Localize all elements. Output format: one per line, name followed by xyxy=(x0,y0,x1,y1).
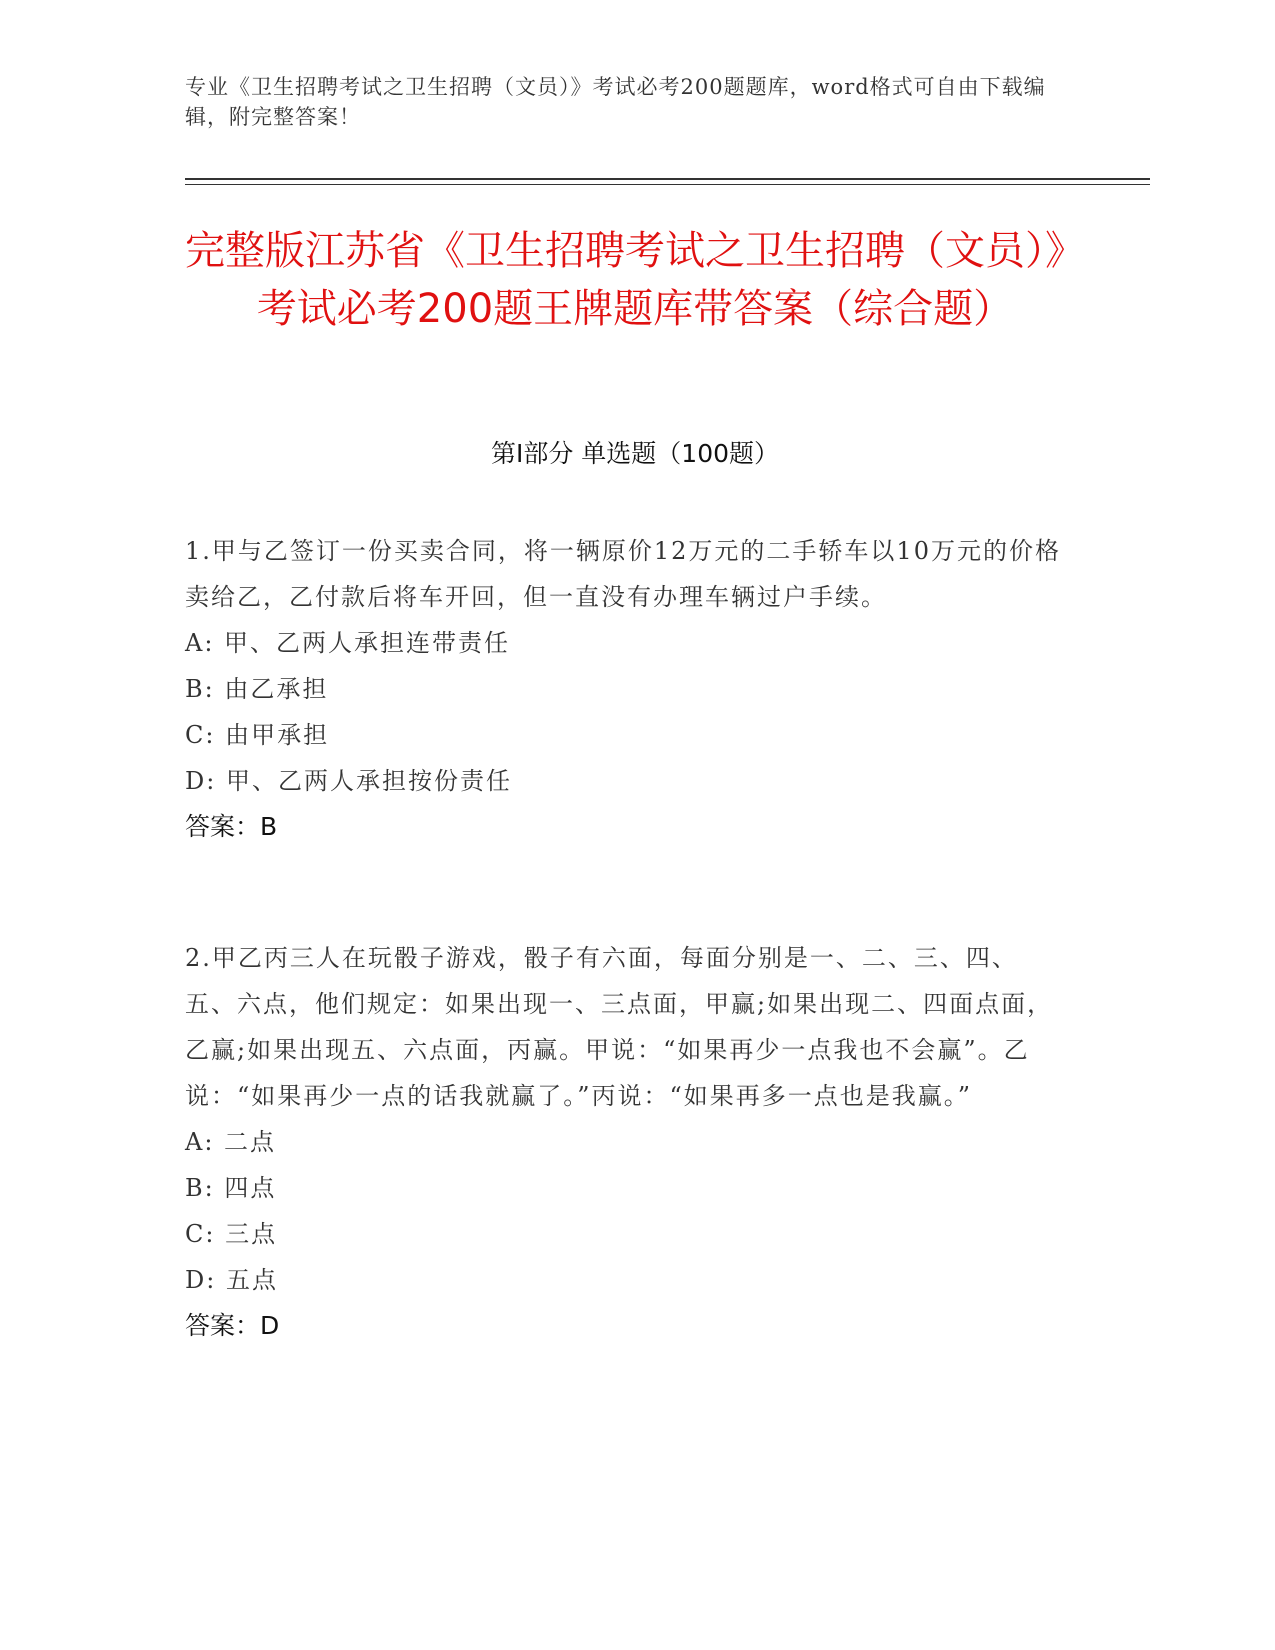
option-b: B: 四点 xyxy=(185,1174,277,1202)
option-a: A: 二点 xyxy=(185,1128,277,1156)
section-title: 第I部分 单选题（100题） xyxy=(490,439,780,468)
answer-line: 答案：D xyxy=(185,1311,280,1340)
intro-text: 专业《卫生招聘考试之卫生招聘（文员）》考试必考200题题库，word格式可自由下载编辑，附完整答案！ xyxy=(185,75,1046,129)
question-1 xyxy=(185,528,1065,850)
question-text: 2.甲乙丙三人在玩骰子游戏，骰子有六面，每面分别是一、二、三、四、五、六点，他们规定：如果出现一、三点面，甲赢;如果出现二、四面点面，乙赢;如果出现五、六点面，丙赢。甲说：“如果再少一点我也不会赢”。乙说：“如果再少一点的话我就赢了。”丙说：“如果再多一点也是我赢。” xyxy=(185,944,1054,1110)
header-divider-thin xyxy=(185,184,1150,185)
question-text: 1.甲与乙签订一份买卖合同，将一辆原价12万元的二手轿车以10万元的价格卖给乙，乙付款后将车开回，但一直没有办理车辆过户手续。 xyxy=(185,537,1061,611)
answer-line: 答案：B xyxy=(185,812,278,841)
option-b: B: 由乙承担 xyxy=(185,675,329,703)
header-divider-thick xyxy=(185,178,1150,180)
option-a: A: 甲、乙两人承担连带责任 xyxy=(185,629,511,657)
document-title: 完整版江苏省《卫生招聘考试之卫生招聘（文员）》考试必考200题王牌题库带答案（综合题） xyxy=(185,228,1085,332)
option-d: D: 甲、乙两人承担按份责任 xyxy=(185,767,512,795)
question-2 xyxy=(185,935,1065,1349)
option-c: C: 三点 xyxy=(185,1220,278,1248)
option-d: D: 五点 xyxy=(185,1266,278,1294)
option-c: C: 由甲承担 xyxy=(185,721,330,749)
